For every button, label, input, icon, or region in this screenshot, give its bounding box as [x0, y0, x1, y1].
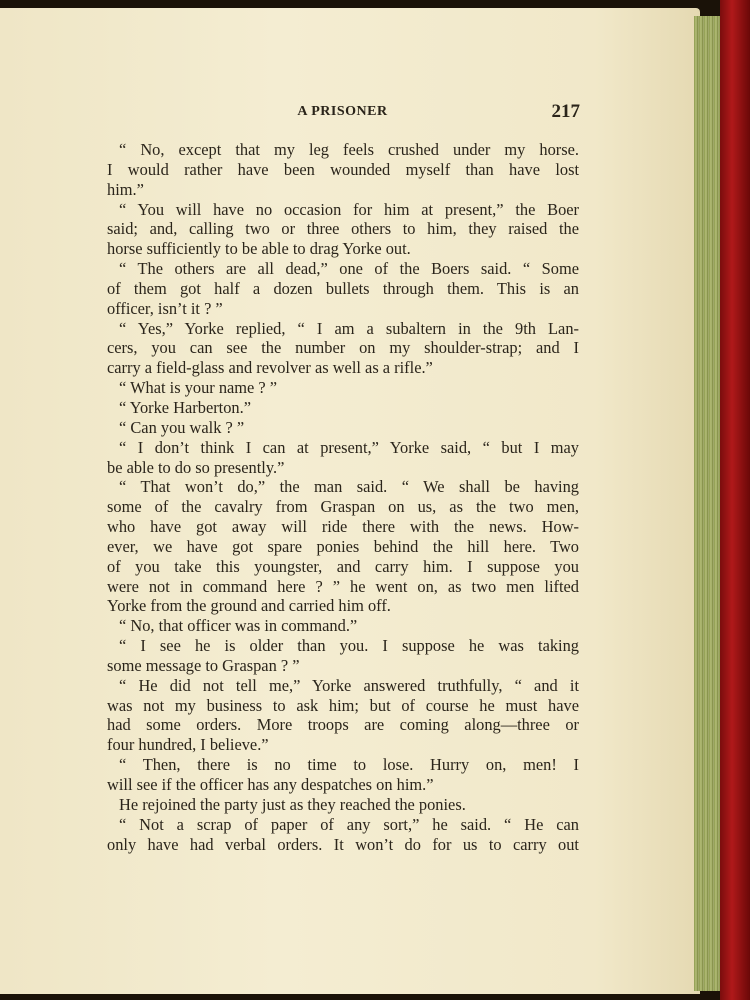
- text-line: horse sufficiently to be able to drag Yorke out.: [107, 239, 411, 259]
- text-line: him.”: [107, 179, 144, 199]
- text-line: some message to Graspan ? ”: [107, 655, 300, 675]
- text-line: “ I see he is older than you. I suppose he was taking: [119, 636, 579, 656]
- text-line: He rejoined the party just as they reached the ponies.: [119, 794, 466, 814]
- text-line: “ No, that officer was in command.”: [119, 616, 358, 636]
- text-line: I would rather have been wounded myself than have lost: [107, 159, 579, 179]
- page-header: [105, 100, 580, 126]
- text-line: were not in command here ? ” he went on, as two men lifted: [107, 576, 579, 596]
- text-line: “ You will have no occasion for him at present,” the Boer: [119, 199, 579, 219]
- text-line: of you take this youngster, and carry him. I suppose you: [107, 556, 579, 576]
- text-line: only have had verbal orders. It won’t do for us to carry out: [107, 834, 579, 854]
- text-line: “ Can you walk ? ”: [119, 417, 245, 437]
- text-line: be able to do so presently.”: [107, 457, 285, 477]
- text-line: some of the cavalry from Graspan on us, as the two men,: [107, 497, 579, 517]
- text-line: “ No, except that my leg feels crushed under my horse.: [119, 140, 579, 159]
- text-line: carry a field-glass and revolver as well as a rifle.”: [107, 358, 433, 378]
- text-line: of them got half a dozen bullets through them. This is an: [107, 278, 579, 298]
- text-line: “ The others are all dead,” one of the Boers said. “ Some: [119, 259, 579, 279]
- text-line: four hundred, I believe.”: [107, 735, 269, 755]
- text-line: cers, you can see the number on my shoulder-strap; and I: [107, 338, 579, 358]
- text-line: officer, isn’t it ? ”: [107, 298, 223, 318]
- text-line: “ Not a scrap of paper of any sort,” he said. “ He can: [119, 814, 579, 834]
- text-line: said; and, calling two or three others to him, they raised the: [107, 219, 579, 239]
- text-line: who have got away will ride there with the news. How-: [107, 517, 579, 537]
- body-text: [107, 140, 579, 854]
- page-number: 217: [551, 101, 580, 122]
- text-line: “ Yorke Harberton.”: [119, 397, 251, 417]
- text-line: was not my business to ask him; but of course he must have: [107, 695, 579, 715]
- text-line: “ What is your name ? ”: [119, 378, 278, 398]
- text-line: “ I don’t think I can at present,” Yorke said, “ but I may: [119, 437, 579, 457]
- text-line: had some orders. More troops are coming along—three or: [107, 715, 579, 735]
- text-line: “ Yes,” Yorke replied, “ I am a subaltern in the 9th Lan-: [119, 318, 579, 338]
- text-line: “ Then, there is no time to lose. Hurry on, men! I: [119, 755, 579, 775]
- text-line: “ That won’t do,” the man said. “ We shall be having: [119, 477, 579, 497]
- text-line: will see if the officer has any despatches on him.”: [107, 775, 434, 794]
- text-line: “ He did not tell me,” Yorke answered truthfully, “ and it: [119, 675, 579, 695]
- text-line: ever, we have got spare ponies behind the hill here. Two: [107, 536, 579, 556]
- running-head: A PRISONER: [297, 104, 388, 119]
- text-line: Yorke from the ground and carried him off.: [107, 596, 391, 616]
- book-cover-edge: [720, 0, 750, 1000]
